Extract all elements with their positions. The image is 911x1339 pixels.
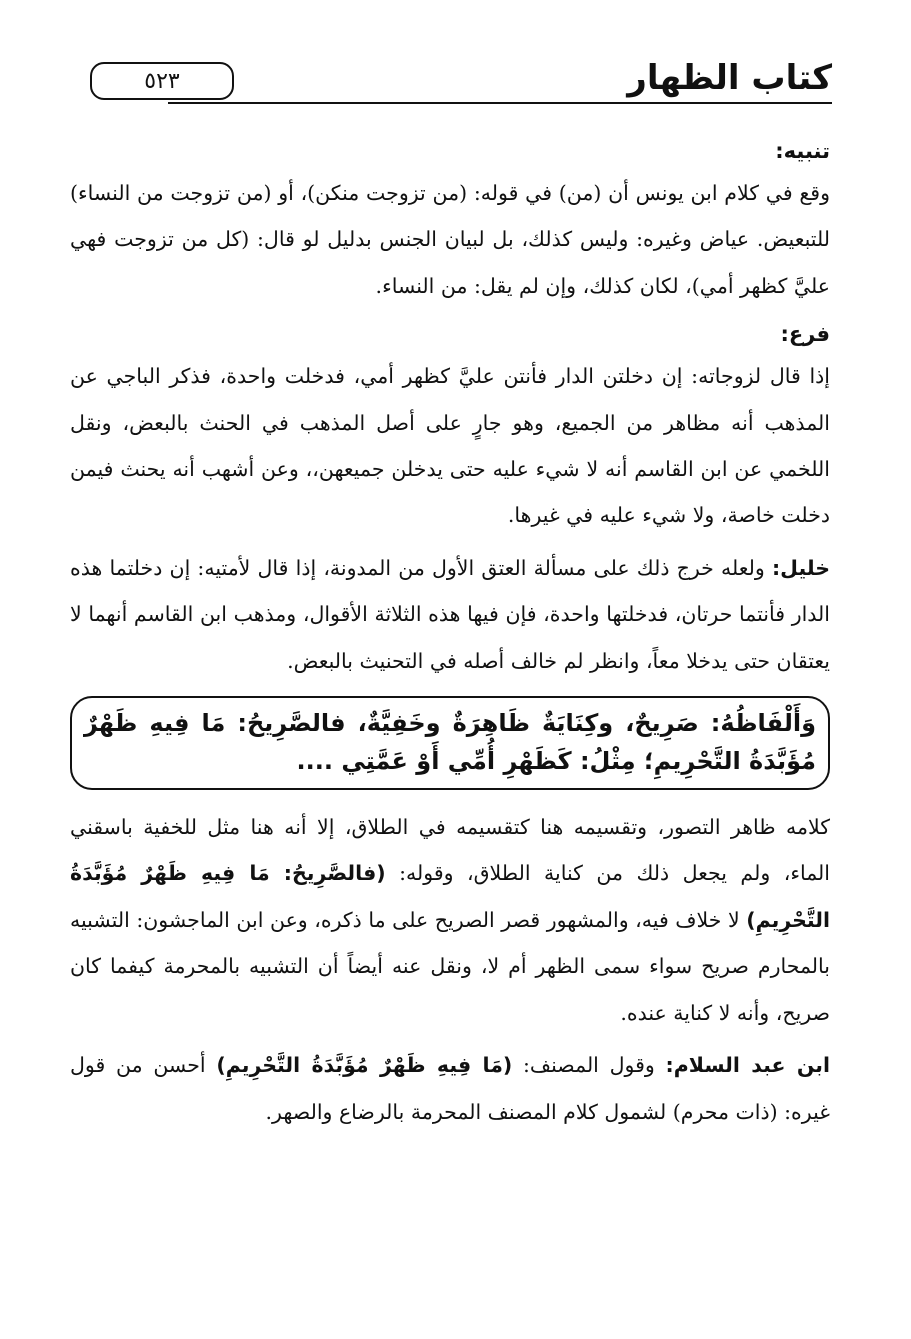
chapter-title: كتاب الظهار [627,58,832,98]
far-heading: فرع: [780,322,830,347]
khalil-text: ولعله خرج ذلك على مسألة العتق الأول من المدونة، إذا قال لأمتيه: إن دخلتما هذه الدار فأنتما حرتان، فدخلتها واحدة، فإن فيها هذه الثلاثة الأقوال، ومذهب ابن القاسم أنهما لا يعتقان حتى يدخلا معاً، وانظر لم خالف أصله في التحنيث بالبعض. [70,555,830,673]
ibn-abd-salam-tag: ابن عبد السلام: [665,1053,830,1078]
sharh-paragraph [70,804,830,1036]
ibn-abd-salam-paragraph [70,1042,830,1135]
sharh-quote: (فالصَّرِيحُ: مَا فِيهِ ظَهْرٌ مُؤَبَّدَةُ التَّحْرِيمِ) [70,861,830,932]
sharh-text-2: لا خلاف فيه، والمشهور قصر الصريح على ما ذكره، وعن ابن الماجشون: التشبيه بالمحارم صريح سواء سمى الظهر أم لا، ونقل عنه أيضاً أن التشبيه بالمحرمة كيفما كان صريح، وأنه لا كناية عنده. [70,907,830,1025]
page-body [70,132,830,1135]
far-paragraph: إذا قال لزوجاته: إن دخلتن الدار فأنتن عليَّ كظهر أمي، فدخلت واحدة، فذكر الباجي عن المذهب أنه مظاهر من الجميع، وهو جارٍ على أصل المذهب في الحنث بالبعض، ونقل اللخمي عن ابن القاسم أنه لا شيء عليه حتى يدخلن جميعهن،، وعن أشهب أنه يحنث فيمن دخلت خاصة، ولا شيء عليه في غيرها. [70,364,830,528]
page-number: ٥٢٣ [90,62,234,100]
khalil-tag: خليل: [771,555,830,580]
ibn-abd-salam-text-2: أحسن من قول غيره: (ذات محرم) لشمول كلام المصنف المحرمة بالرضاع والصهر. [70,1053,830,1124]
ibn-abd-salam-text-1: وقول المصنف: [512,1053,666,1078]
ibn-abd-salam-quote: (مَا فِيهِ ظَهْرٌ مُؤَبَّدَةُ التَّحْرِيمِ) [216,1053,513,1078]
header-rule [168,102,832,104]
running-header [78,58,832,110]
matn-box: وَأَلْفَاظُهُ: صَرِيحٌ، وكِنَايَةٌ ظَاهِرَةٌ وخَفِيَّةٌ، فالصَّرِيحُ: مَا فِيهِ ظَهْرٌ مُؤَبَّدَةُ التَّحْرِيمِ؛ مِثْلُ: كَظَهْرِ أُمِّي أَوْ عَمَّتِي .... [70,696,830,790]
khalil-paragraph [70,545,830,684]
tanbih-paragraph: وقع في كلام ابن يونس أن (من) في قوله: (من تزوجت منكن)، أو (من تزوجت من النساء) للتبعيض. عياض وغيره: وليس كذلك، بل لبيان الجنس بدليل لو قال: (كل من تزوجت فهي عليَّ كظهر أمي)، لكان كذلك، وإن لم يقل: من النساء. [70,181,830,298]
sharh-text-1: كلامه ظاهر التصور، وتقسيمه هنا كتقسيمه في الطلاق، إلا أنه هنا مثل للخفية باسقني الماء، ولم يجعل ذلك من كناية الطلاق، وقوله: [70,815,830,886]
tanbih-heading: تنبيه: [775,139,830,163]
